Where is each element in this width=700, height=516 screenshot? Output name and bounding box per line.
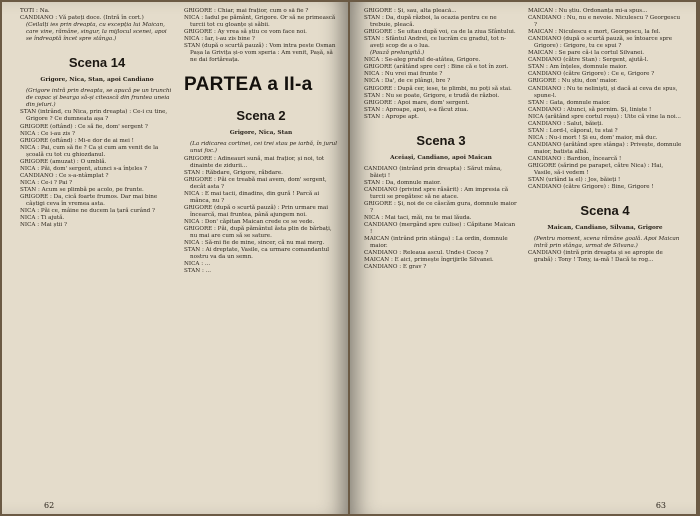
dialogue-line: STAN (intrând, cu Nica, prin dreapta) : Ce-i cu tine, Grigore ? Ce dumneata așa ? [20, 109, 168, 123]
dialogue-line: STAN : Acum se plimbă pe acolo, pe frunte. [20, 186, 144, 193]
dialogue-line: CANDIANO (privind spre răsărit) : Am impresia că turcii se pregătesc să ne atace. [364, 186, 509, 200]
part-heading: PARTEA a II-a [184, 74, 313, 96]
dialogue-line: CANDIANO : Releaua ascul. Unde-i Cocoș ? [364, 250, 489, 257]
scene-heading: Scena 3 [416, 132, 466, 148]
dialogue-line: STAN : Am înțeles, domnule maior. [528, 64, 628, 71]
dialogue-line: GRIGORE : Da, cică foarte frumos. Dar mai bine câștigi ceva în vremea asta. [20, 193, 158, 208]
scene-heading: Scena 4 [580, 203, 630, 219]
dialogue-line: NICA : Pai, cum să fie ? Ca și cum am venit de la școală cu tot cu ghiozdanul. [20, 144, 159, 158]
dialogue-line: CANDIANO (intră prin dreapta și se apropie de grabă) : Tony ! Tony, ia-mă ! Dacă te rog... [528, 250, 663, 264]
left-page-column-2 [184, 8, 338, 498]
scene-cast: Grigore, Nica, Stan [229, 130, 293, 137]
dialogue-line: GRIGORE : Apoi mare, dom' sergent. [364, 99, 470, 106]
dialogue-line: NICA : Păi ce, mâine ne ducem la țară curând ? [20, 208, 156, 215]
page-number: 62 [44, 501, 55, 510]
dialogue-line: NICA : ... [184, 261, 211, 268]
dialogue-line: CANDIANO (către Grigore) : Ce e, Grigore ? [528, 71, 655, 78]
dialogue-line: NICA : Iadul pe pământ, Grigore. Or să ne primească turcii tot cu gloanțe și săbii. [184, 15, 336, 29]
dialogue-line: NICA : Să-mi fie de mine, sincer, că nu mai merg. [184, 240, 325, 247]
right-page-column-2 [528, 8, 682, 498]
dialogue-line: CANDIANO (arătând spre stânga) : Privește, domnule maior, batista albă. [528, 141, 682, 155]
dialogue-line: STAN : Gata, domnule maior. [528, 99, 611, 106]
scene-cast: Maican, Candiano, Silvana, Grigore [547, 225, 663, 232]
dialogue-line: CANDIANO (către Stan) : Sergent, ajută-l. [528, 57, 649, 64]
stage-direction: (Ceilalți ies prin dreapta, cu excepția lui Maican, care vine, rămâne, singur, la mijlocul scenei, apoi se îndreaptă încet spre stânga.) [26, 22, 167, 43]
dialogue-line: STAN : ... [184, 268, 211, 275]
dialogue-line: NICA : Păi, dom' sergent, atunci s-a înțeles ? [20, 165, 148, 172]
dialogue-line: NICA : Ce-i ? Pai ? [20, 179, 73, 186]
scene-cast: Grigore, Nica, Stan, apoi Candiano [40, 77, 154, 84]
dialogue-line: STAN (după o scurtă pauză) : Vom intra peste Osman Pașa la Grivița și-o vom speria : Am venit, Pașă, să ne dai fortăreața. [184, 43, 336, 64]
left-page [2, 2, 348, 514]
dialogue-line: STAN : Ai dreptate, Vasile, ca urmare comandantul nostru va da un semn. [184, 247, 330, 261]
dialogue-line: GRIGORE : Se uitau după voi, ca de la ziua Sfântului. [364, 29, 516, 36]
dialogue-line: MAICAN : Se pare că-i la cortul Silvanei. [528, 50, 645, 57]
dialogue-line: NICA (arătând spre cortul roșu) : Uite că vine la noi... [528, 113, 681, 120]
stage-direction: (Pauză prelungită.) [370, 50, 425, 57]
dialogue-line: CANDIANO (după o scurtă pauză, se întoarce spre Grigore) : Grigore, tu ce spui ? [528, 36, 673, 50]
dialogue-line: STAN : Aprope apt. [364, 113, 419, 120]
dialogue-line: GRIGORE (amuzat) : O umblă. [20, 158, 107, 165]
dialogue-line: CANDIANO (mergând spre culise) : Căpitane Maican ! [364, 222, 516, 236]
dialogue-line: NICA : Nu-i mort ! Și eu, dom' maior, mă duc. [528, 134, 658, 141]
dialogue-line: MAICAN : Niculescu e mort, Georgescu, la fel. [528, 29, 661, 36]
dialogue-line: CANDIANO : Atunci, să pornim. Și, liniște ! [528, 106, 652, 113]
dialogue-line: STAN : Da, domnule maior. [364, 179, 441, 186]
dialogue-line: GRIGORE (sărind pe parapet, către Nica) : Hai, Vasile, să-i vedem ! [528, 163, 664, 177]
dialogue-line: NICA : Don' căpitan Maican crede ce se vede. [184, 218, 315, 225]
dialogue-line: GRIGORE : Adineauri sună, mai frațior, și noi, tot dinainte de zidurii... [184, 155, 325, 169]
dialogue-line: STAN : Nu se poate, Grigore, e trudă de război. [364, 92, 500, 99]
dialogue-line: MAICAN (intrând prin stânga) : La ordin, domnule maior. [364, 236, 508, 250]
scene-heading: Scena 2 [236, 108, 286, 124]
dialogue-line: CANDIANO (către Grigore) : Bine, Grigore ! [528, 184, 654, 191]
right-page-column-1 [364, 8, 518, 498]
dialogue-line: MAICAN : E aici, primește îngrijirile Silvanei. [364, 257, 494, 264]
dialogue-line: TOTI : Na. [20, 8, 50, 14]
dialogue-line: GRIGORE : Și, noi de ce căscăm gura, domnule maior ? [364, 201, 517, 215]
dialogue-line: GRIGORE (după o scurtă pauză) : Prin urmare mai încearcă, mai fruntea, până ajungem noi. [184, 204, 329, 218]
dialogue-line: NICA : Se-aleg praful de-atâtea, Grigore. [364, 57, 481, 64]
dialogue-line: GRIGORE : Păi, după pământul ăsta plin de bărbați, nu mai are cum să se sature. [184, 225, 332, 240]
dialogue-line: CANDIANO (intrând prin dreapta) : Sărut mâna, băieți ! [364, 165, 502, 179]
stage-direction: (Pentru moment, scena rămâne goală. Apoi Maican intră prin stânga, urmat de Silvana.) [534, 236, 680, 250]
dialogue-line: GRIGORE (oftând) : Ce să fie, dom' sergent ? [20, 123, 148, 130]
dialogue-line: GRIGORE : Chiar, mai frațior, cum o să fie ? [184, 8, 309, 14]
dialogue-line: NICA : Da', de ce plângi, bre ? [364, 78, 451, 85]
dialogue-line: NICA : E mai tacii, dinadins, din gură ! Parcă ai mânca, nu ? [184, 190, 320, 204]
dialogue-line: NICA : Mai taci, măi, nu te mai lăuda. [364, 215, 472, 222]
dialogue-line: STAN : Lord-l, căporal, tu stai ? [528, 127, 618, 134]
dialogue-line: MAICAN : Nu știu. Ordonanța mi-a spus... [528, 8, 648, 14]
dialogue-line: CANDIANO : Nu, nu e nevoie. Niculescu ? Georgescu ? [528, 15, 681, 29]
dialogue-line: STAN : Sfântul Andrei, ce lucrăm cu gradul, tot n-aveți scop de a o lua. [364, 36, 507, 50]
dialogue-line: NICA : Iar, i-au zis bine ? [184, 36, 255, 43]
right-page [350, 2, 696, 514]
dialogue-line: STAN : Răbdare, Grigore, răbdare. [184, 169, 283, 176]
dialogue-line: STAN : Da, după război, la ocazia pentru ce ne trebuie, pleacă. [364, 15, 497, 29]
dialogue-line: CANDIANO : Salut, băieți. [528, 120, 604, 127]
dialogue-line: STAN (urlând la el) : Jos, băieți ! [528, 177, 621, 184]
stage-direction: (La ridicarea cortinei, cei trei stau pe iarbă, în jurul unui foc.) [190, 141, 338, 155]
dialogue-line: CANDIANO : E grav ? [364, 264, 427, 271]
dialogue-line: CANDIANO : Bardion, încearcă ! [528, 155, 622, 162]
dialogue-line: NICA : Ce i-au zis ? [20, 130, 76, 137]
dialogue-line: GRIGORE : Ay vrea să știu ce vom face noi. [184, 29, 307, 36]
dialogue-line: NICA : Ti ajută. [20, 215, 65, 222]
dialogue-line: GRIGORE : Nu știu, don' maior. [528, 78, 618, 85]
scene-cast: Aceiași, Candiano, apoi Maican [390, 154, 492, 161]
dialogue-line: GRIGORE (oftând) : Mi-e dor de ai mei ! [20, 137, 134, 144]
dialogue-line: STAN : Aproape, apoi, s-a făcut ziua. [364, 106, 469, 113]
dialogue-line: GRIGORE : Și, sau, alta pleacă... [364, 8, 457, 14]
dialogue-line: CANDIANO : Ce s-a-ntâmplat ? [20, 172, 109, 179]
dialogue-line: NICA : Mai știi ? [20, 222, 67, 229]
dialogue-line: GRIGORE : După cer, iese, te plimbi, nu poți să stai. [364, 85, 512, 92]
dialogue-line: CANDIANO : Vă pateți doce. (Intră în cort.) [20, 15, 144, 22]
dialogue-line: CANDIANO : Nu te neliniști, și dacă ai ceva de spus, spune-l. [528, 85, 678, 99]
left-page-column-1 [20, 8, 174, 498]
page-number: 63 [655, 501, 666, 510]
dialogue-line: GRIGORE : Păi ce treabă mai avem, dom' sergent, decât asta ? [184, 176, 327, 190]
dialogue-line: NICA : Nu vrei mai frunte ? [364, 71, 443, 78]
stage-direction: (Grigore intră prin dreapta, se apucă pe un trunchi de copac și bearga să-și citească din fruntea uneia din jeluri.) [26, 88, 172, 109]
dialogue-line: GRIGORE (arătând spre cer) : Bine că e tot în zori. [364, 64, 509, 71]
scene-heading: Scena 14 [68, 55, 126, 71]
